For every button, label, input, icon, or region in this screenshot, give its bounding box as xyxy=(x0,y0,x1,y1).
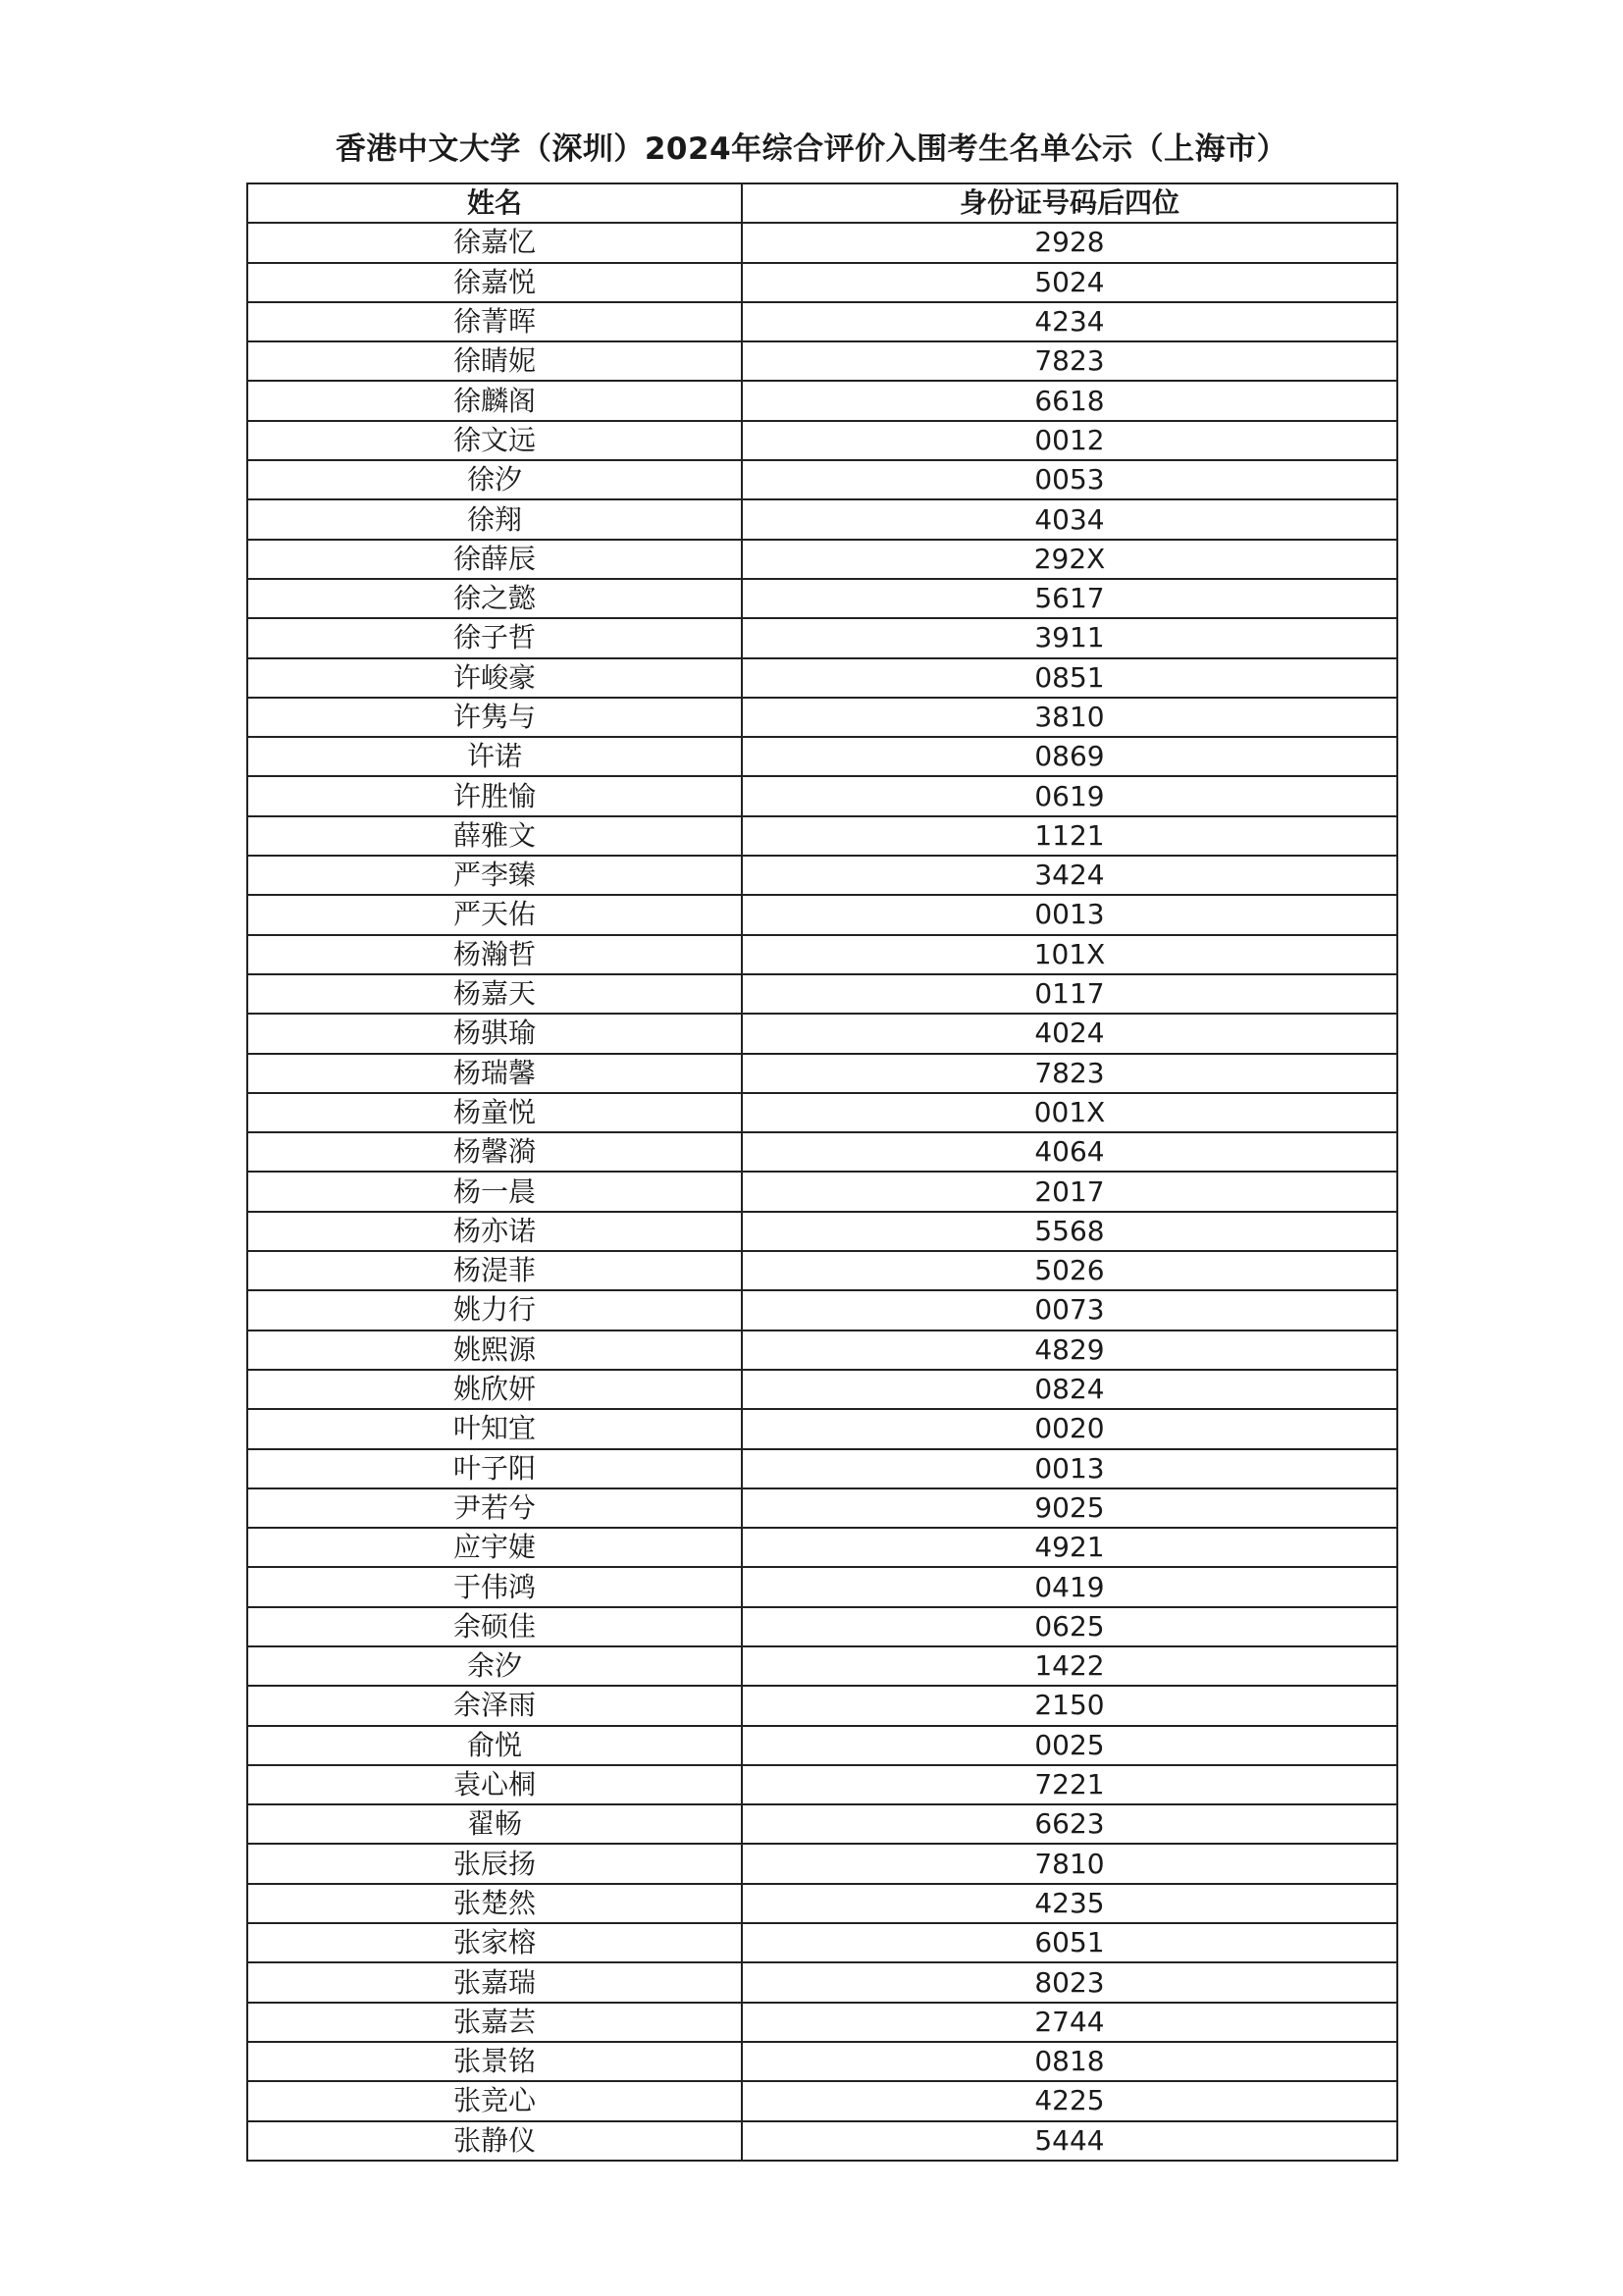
id-last-four-cell: 0619 xyxy=(742,776,1397,815)
table-row xyxy=(247,1251,1397,1290)
candidate-name-cell: 张嘉芸 xyxy=(247,2003,742,2042)
table-row xyxy=(247,381,1397,420)
id-last-four-cell: 0818 xyxy=(742,2042,1397,2081)
candidate-name-cell: 余汐 xyxy=(247,1646,742,1686)
id-last-four-cell: 3911 xyxy=(742,618,1397,657)
id-last-four-cell: 0869 xyxy=(742,737,1397,776)
candidate-name-cell: 张静仪 xyxy=(247,2121,742,2161)
id-last-four-cell: 0020 xyxy=(742,1409,1397,1448)
table-row xyxy=(247,1804,1397,1844)
candidate-name-cell: 于伟鸿 xyxy=(247,1567,742,1606)
id-last-four-cell: 6623 xyxy=(742,1804,1397,1844)
candidate-name-cell: 徐薛辰 xyxy=(247,540,742,579)
table-row xyxy=(247,1014,1397,1053)
id-last-four-cell: 001X xyxy=(742,1093,1397,1132)
id-last-four-cell: 4034 xyxy=(742,499,1397,539)
table-row xyxy=(247,737,1397,776)
table-row xyxy=(247,499,1397,539)
id-last-four-cell: 7823 xyxy=(742,1054,1397,1093)
candidate-name-cell: 徐菁晖 xyxy=(247,302,742,341)
table-row xyxy=(247,816,1397,856)
table-row xyxy=(247,1093,1397,1132)
table-row xyxy=(247,421,1397,460)
candidate-name-cell: 徐子哲 xyxy=(247,618,742,657)
table-row xyxy=(247,1686,1397,1725)
candidate-name-cell: 杨亦诺 xyxy=(247,1212,742,1251)
candidate-name-cell: 杨瀚哲 xyxy=(247,935,742,974)
id-last-four-cell: 292X xyxy=(742,540,1397,579)
id-last-four-cell: 1422 xyxy=(742,1646,1397,1686)
table-row xyxy=(247,1646,1397,1686)
candidate-name-cell: 杨瑞馨 xyxy=(247,1054,742,1093)
candidate-name-cell: 袁心桐 xyxy=(247,1765,742,1804)
id-last-four-cell: 0625 xyxy=(742,1607,1397,1646)
candidate-table xyxy=(246,183,1398,2162)
column-header-id-last-four: 身份证号码后四位 xyxy=(742,183,1397,223)
candidate-name-cell: 张竞心 xyxy=(247,2081,742,2120)
id-last-four-cell: 4024 xyxy=(742,1014,1397,1053)
table-row xyxy=(247,1290,1397,1330)
id-last-four-cell: 7221 xyxy=(742,1765,1397,1804)
table-row xyxy=(247,1528,1397,1567)
table-row xyxy=(247,263,1397,302)
id-last-four-cell: 0013 xyxy=(742,1449,1397,1488)
table-row xyxy=(247,935,1397,974)
table-row xyxy=(247,1172,1397,1211)
id-last-four-cell: 4829 xyxy=(742,1331,1397,1370)
candidate-name-cell: 杨童悦 xyxy=(247,1093,742,1132)
candidate-name-cell: 徐睛妮 xyxy=(247,341,742,381)
table-row xyxy=(247,1844,1397,1883)
candidate-name-cell: 叶子阳 xyxy=(247,1449,742,1488)
column-header-name: 姓名 xyxy=(247,183,742,223)
id-last-four-cell: 1121 xyxy=(742,816,1397,856)
id-last-four-cell: 7810 xyxy=(742,1844,1397,1883)
candidate-name-cell: 姚力行 xyxy=(247,1290,742,1330)
page-title: 香港中文大学（深圳）2024年综合评价入围考生名单公示（上海市） xyxy=(335,131,1288,167)
table-row xyxy=(247,856,1397,895)
id-last-four-cell: 0073 xyxy=(742,1290,1397,1330)
table-row xyxy=(247,579,1397,618)
id-last-four-cell: 8023 xyxy=(742,1962,1397,2002)
table-row xyxy=(247,1607,1397,1646)
table-row xyxy=(247,1884,1397,1923)
id-last-four-cell: 0025 xyxy=(742,1726,1397,1765)
id-last-four-cell: 0013 xyxy=(742,895,1397,934)
id-last-four-cell: 5568 xyxy=(742,1212,1397,1251)
candidate-name-cell: 许胜愉 xyxy=(247,776,742,815)
id-last-four-cell: 5024 xyxy=(742,263,1397,302)
id-last-four-cell: 7823 xyxy=(742,341,1397,381)
table-row xyxy=(247,698,1397,737)
table-row xyxy=(247,302,1397,341)
candidate-name-cell: 尹若兮 xyxy=(247,1488,742,1528)
table-row xyxy=(247,1409,1397,1448)
table-row xyxy=(247,1449,1397,1488)
table-row xyxy=(247,1765,1397,1804)
table-row xyxy=(247,2121,1397,2161)
candidate-name-cell: 张景铭 xyxy=(247,2042,742,2081)
table-row xyxy=(247,1370,1397,1409)
candidate-name-cell: 余硕佳 xyxy=(247,1607,742,1646)
id-last-four-cell: 0851 xyxy=(742,658,1397,698)
table-row xyxy=(247,460,1397,499)
table-row xyxy=(247,658,1397,698)
candidate-name-cell: 余泽雨 xyxy=(247,1686,742,1725)
table-row xyxy=(247,1212,1397,1251)
id-last-four-cell: 3810 xyxy=(742,698,1397,737)
candidate-name-cell: 薛雅文 xyxy=(247,816,742,856)
candidate-name-cell: 许峻豪 xyxy=(247,658,742,698)
id-last-four-cell: 0053 xyxy=(742,460,1397,499)
table-row xyxy=(247,341,1397,381)
candidate-name-cell: 杨一晨 xyxy=(247,1172,742,1211)
table-row xyxy=(247,1923,1397,1962)
id-last-four-cell: 0824 xyxy=(742,1370,1397,1409)
candidate-name-cell: 杨馨漪 xyxy=(247,1132,742,1172)
candidate-name-cell: 徐汐 xyxy=(247,460,742,499)
candidate-name-cell: 姚熙源 xyxy=(247,1331,742,1370)
id-last-four-cell: 0012 xyxy=(742,421,1397,460)
candidate-name-cell: 张嘉瑞 xyxy=(247,1962,742,2002)
table-row xyxy=(247,1054,1397,1093)
id-last-four-cell: 4234 xyxy=(742,302,1397,341)
table-row xyxy=(247,974,1397,1014)
table-row xyxy=(247,1962,1397,2002)
id-last-four-cell: 2928 xyxy=(742,223,1397,262)
id-last-four-cell: 2017 xyxy=(742,1172,1397,1211)
id-last-four-cell: 6051 xyxy=(742,1923,1397,1962)
candidate-name-cell: 许诺 xyxy=(247,737,742,776)
candidate-name-cell: 杨嘉天 xyxy=(247,974,742,1014)
table-row xyxy=(247,1331,1397,1370)
candidate-name-cell: 姚欣妍 xyxy=(247,1370,742,1409)
candidate-name-cell: 张楚然 xyxy=(247,1884,742,1923)
table-row xyxy=(247,895,1397,934)
candidate-name-cell: 张辰扬 xyxy=(247,1844,742,1883)
candidate-name-cell: 严李臻 xyxy=(247,856,742,895)
table-header-row xyxy=(247,183,1397,223)
candidate-name-cell: 徐嘉忆 xyxy=(247,223,742,262)
candidate-name-cell: 应宇婕 xyxy=(247,1528,742,1567)
candidate-name-cell: 张家榕 xyxy=(247,1923,742,1962)
id-last-four-cell: 4235 xyxy=(742,1884,1397,1923)
table-row xyxy=(247,776,1397,815)
table-row xyxy=(247,1488,1397,1528)
id-last-four-cell: 4225 xyxy=(742,2081,1397,2120)
candidate-name-cell: 徐翔 xyxy=(247,499,742,539)
id-last-four-cell: 0117 xyxy=(742,974,1397,1014)
candidate-name-cell: 徐嘉悦 xyxy=(247,263,742,302)
id-last-four-cell: 2150 xyxy=(742,1686,1397,1725)
candidate-name-cell: 许隽与 xyxy=(247,698,742,737)
id-last-four-cell: 4921 xyxy=(742,1528,1397,1567)
id-last-four-cell: 5617 xyxy=(742,579,1397,618)
table-body xyxy=(247,223,1397,2161)
candidate-name-cell: 徐文远 xyxy=(247,421,742,460)
id-last-four-cell: 5444 xyxy=(742,2121,1397,2161)
table-row xyxy=(247,540,1397,579)
id-last-four-cell: 101X xyxy=(742,935,1397,974)
table-row xyxy=(247,2003,1397,2042)
id-last-four-cell: 5026 xyxy=(742,1251,1397,1290)
candidate-name-cell: 俞悦 xyxy=(247,1726,742,1765)
table-row xyxy=(247,618,1397,657)
table-row xyxy=(247,2042,1397,2081)
candidate-name-cell: 徐之懿 xyxy=(247,579,742,618)
candidate-name-cell: 翟畅 xyxy=(247,1804,742,1844)
candidate-name-cell: 叶知宜 xyxy=(247,1409,742,1448)
candidate-name-cell: 严天佑 xyxy=(247,895,742,934)
id-last-four-cell: 3424 xyxy=(742,856,1397,895)
candidate-name-cell: 杨湜菲 xyxy=(247,1251,742,1290)
candidate-name-cell: 杨骐瑜 xyxy=(247,1014,742,1053)
table-row xyxy=(247,223,1397,262)
id-last-four-cell: 9025 xyxy=(742,1488,1397,1528)
id-last-four-cell: 6618 xyxy=(742,381,1397,420)
id-last-four-cell: 2744 xyxy=(742,2003,1397,2042)
id-last-four-cell: 0419 xyxy=(742,1567,1397,1606)
table-row xyxy=(247,1132,1397,1172)
table-row xyxy=(247,1726,1397,1765)
table-row xyxy=(247,2081,1397,2120)
id-last-four-cell: 4064 xyxy=(742,1132,1397,1172)
candidate-name-cell: 徐麟阁 xyxy=(247,381,742,420)
table-row xyxy=(247,1567,1397,1606)
